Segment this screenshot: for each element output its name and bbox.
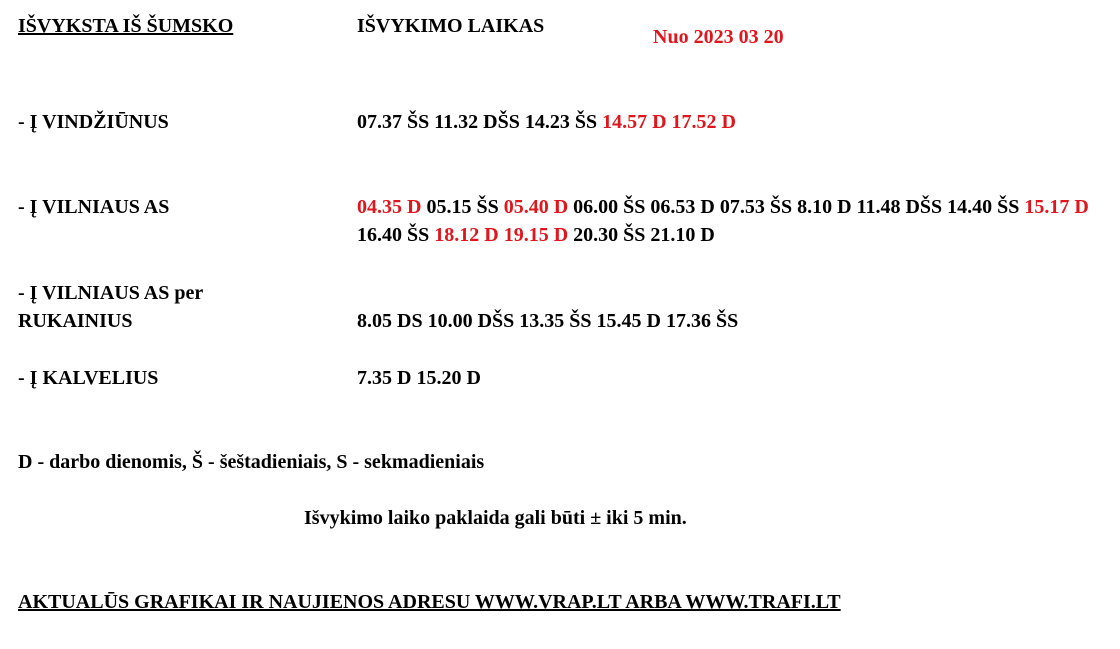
route-label-vilniaus-per-rukainius-line2: RUKAINIUS: [18, 310, 133, 332]
departure-time: 15.17 D: [1024, 196, 1089, 218]
route-label-vilniaus-as: - Į VILNIAUS AS: [18, 196, 170, 218]
departure-time: 16.40 ŠS: [357, 224, 430, 246]
departure-heading: IŠVYKSTA IŠ ŠUMSKO: [18, 15, 234, 37]
route-times-vilniaus-per-rukainius: 8.05 DS 10.00 DŠS 13.35 ŠS 15.45 D 17.36 ŠS: [357, 310, 739, 332]
valid-from-date: Nuo 2023 03 20: [653, 26, 784, 48]
departure-time: 17.52 D: [671, 111, 736, 133]
tolerance-note: Išvykimo laiko paklaida gali būti ± iki 5 min.: [304, 507, 687, 529]
footer-website-note: AKTUALŪS GRAFIKAI IR NAUJIENOS ADRESU WWW.VRAP.LT ARBA WWW.TRAFI.LT: [18, 591, 841, 613]
departure-time: 05.40 D: [503, 196, 569, 218]
departure-time: 18.12 D: [434, 224, 499, 246]
route-times-vilniaus-as: [357, 193, 1117, 249]
departure-time: 19.15 D: [503, 224, 569, 246]
route-label-vindziunus: - Į VINDŽIŪNUS: [18, 111, 169, 133]
departure-time: 20.30 ŠS: [573, 224, 646, 246]
departure-time: 11.32 DŠS: [434, 111, 520, 133]
departure-time: 14.40 ŠS: [947, 196, 1020, 218]
departure-time-heading: IŠVYKIMO LAIKAS: [357, 15, 545, 37]
route-times-kalvelius: 7.35 D 15.20 D: [357, 367, 481, 389]
departure-time: 07.53 ŠS: [719, 196, 793, 218]
departure-time: 21.10 D: [650, 224, 715, 246]
departure-time: 14.23 ŠS: [524, 111, 598, 133]
route-label-kalvelius: - Į KALVELIUS: [18, 367, 159, 389]
departure-time: 14.57 D: [602, 111, 667, 133]
departure-time: 05.15 ŠS: [426, 196, 499, 218]
departure-time: 04.35 D: [357, 196, 422, 218]
departure-time: 07.37 ŠS: [357, 111, 430, 133]
route-label-vilniaus-per-rukainius-line1: - Į VILNIAUS AS per: [18, 282, 204, 304]
departure-time: 11.48 DŠS: [856, 196, 943, 218]
departure-time: 06.00 ŠS: [573, 196, 646, 218]
departure-time: 06.53 D: [650, 196, 715, 218]
schedule-legend: D - darbo dienomis, Š - šeštadieniais, S - sekmadieniais: [18, 451, 485, 473]
departure-time: 8.10 D: [797, 196, 852, 218]
route-times-vindziunus: [357, 108, 1117, 136]
